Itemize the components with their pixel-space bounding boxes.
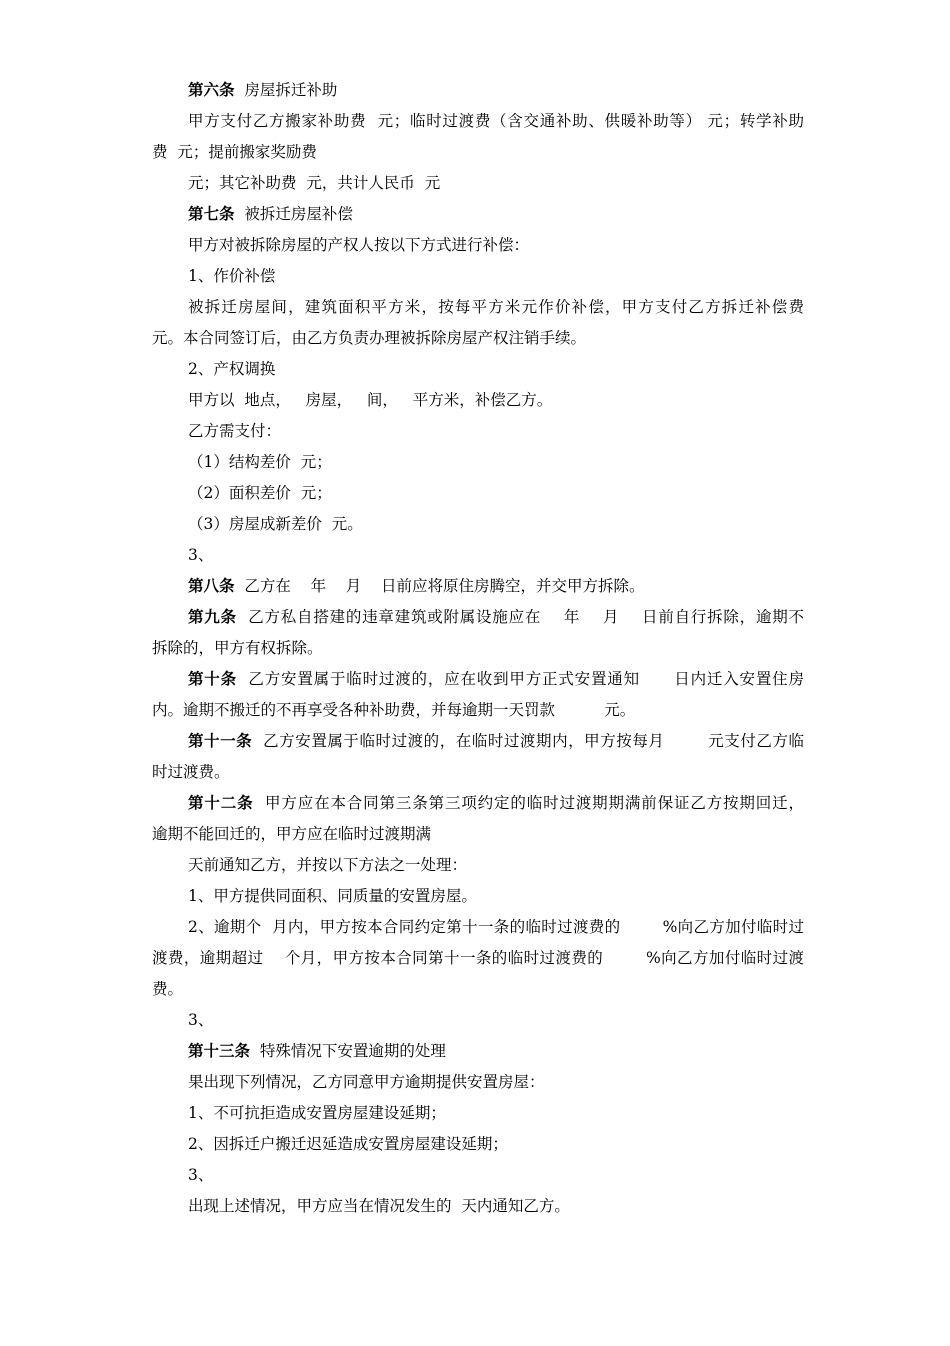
article-12-item-2-line-3: 费。 (152, 980, 184, 998)
article-7-item-2-title: 2、产权调换 (188, 360, 276, 378)
article-9-line-2: 拆除的，甲方有权拆除。 (152, 639, 323, 657)
article-12-line-3: 天前通知乙方，并按以下方法之一处理： (188, 856, 468, 874)
article-9-text-1: 乙方私自搭建的违章建筑或附属设施应在 年 月 日前自行拆除，逾期不 (248, 608, 804, 626)
article-7-title: 被拆迁房屋补偿 (244, 205, 353, 223)
article-6-number: 第六条 (188, 80, 235, 99)
article-7-item-1-line-1: 被拆迁房屋间，建筑面积平方米，按每平方米元作价补偿，甲方支付乙方拆迁补偿费 (188, 298, 804, 316)
article-10-line-2: 内。逾期不搬迁的不再享受各种补助费，并每逾期一天罚款 元。 (152, 701, 636, 719)
article-7-item-2-sub-1: （1）结构差价 元； (188, 453, 332, 471)
article-6-line-2: 费 元；提前搬家奖励费 (152, 143, 317, 161)
article-12-item-3: 3、 (188, 1011, 214, 1029)
article-13-heading (188, 1041, 446, 1061)
article-7-item-2-line-2: 乙方需支付： (188, 422, 282, 440)
article-13-number: 第十三条 (188, 1041, 251, 1060)
article-7-item-1-title: 1、作价补偿 (188, 267, 276, 285)
article-13-intro: 果出现下列情况，乙方同意甲方逾期提供安置房屋： (188, 1073, 545, 1091)
article-7-item-3: 3、 (188, 546, 214, 564)
article-13-item-2: 2、因拆迁户搬迁迟延造成安置房屋建设延期； (188, 1135, 508, 1153)
article-11-text-1: 乙方安置属于临时过渡的，在临时过渡期内，甲方按每月 元支付乙方临 (263, 732, 804, 750)
article-8 (188, 576, 645, 596)
article-12-item-2-line-1: 2、逾期个 月内，甲方按本合同约定第十一条的临时过渡费的 %向乙方加付临时过 (188, 918, 804, 936)
article-7-item-2-line-1: 甲方以 地点， 房屋， 间， 平方米，补偿乙方。 (188, 391, 553, 409)
article-13-item-1: 1、不可抗拒造成安置房屋建设延期； (188, 1104, 446, 1122)
article-7-heading (188, 204, 353, 224)
article-7-item-2-sub-3: （3）房屋成新差价 元。 (188, 515, 363, 533)
article-6-line-1: 甲方支付乙方搬家补助费 元；临时过渡费（含交通补助、供暖补助等） 元；转学补助 (188, 112, 804, 130)
article-11-number: 第十一条 (188, 731, 253, 750)
article-6-heading (188, 80, 337, 100)
article-12-text-1: 甲方应在本合同第三条第三项约定的临时过渡期期满前保证乙方按期回迁， (265, 794, 804, 812)
article-7-item-1-line-2: 元。本合同签订后，由乙方负责办理被拆除房屋产权注销手续。 (152, 329, 587, 347)
article-12-item-1: 1、甲方提供同面积、同质量的安置房屋。 (188, 887, 477, 905)
article-8-text: 乙方在 年 月 日前应将原住房腾空，并交甲方拆除。 (244, 577, 645, 595)
article-12-line-2: 逾期不能回迁的，甲方应在临时过渡期满 (152, 825, 432, 843)
article-12-number: 第十二条 (188, 793, 254, 812)
article-7-intro: 甲方对被拆除房屋的产权人按以下方式进行补偿： (188, 236, 530, 254)
article-12-line-1 (188, 793, 804, 813)
article-11-line-1 (188, 731, 804, 751)
article-13-title: 特殊情况下安置逾期的处理 (259, 1042, 446, 1060)
article-6-title: 房屋拆迁补助 (244, 81, 338, 99)
article-11-line-2: 时过渡费。 (152, 763, 230, 781)
article-9-number: 第九条 (188, 607, 237, 626)
article-9-line-1 (188, 607, 804, 627)
article-12-item-2-line-2: 渡费，逾期超过 个月，甲方按本合同第十一条的临时过渡费的 %向乙方加付临时过渡 (152, 949, 804, 967)
article-8-number: 第八条 (188, 576, 235, 595)
article-10-line-1 (188, 669, 804, 689)
article-10-number: 第十条 (188, 669, 237, 688)
article-13-item-3: 3、 (188, 1166, 214, 1184)
article-6-line-3: 元；其它补助费 元，共计人民币 元 (188, 174, 441, 192)
article-7-item-2-sub-2: （2）面积差价 元； (188, 484, 332, 502)
article-10-text-1: 乙方安置属于临时过渡的，应在收到甲方正式安置通知 日内迁入安置住房 (248, 670, 804, 688)
article-13-closing: 出现上述情况，甲方应当在情况发生的 天内通知乙方。 (188, 1197, 570, 1215)
article-7-number: 第七条 (188, 204, 235, 223)
